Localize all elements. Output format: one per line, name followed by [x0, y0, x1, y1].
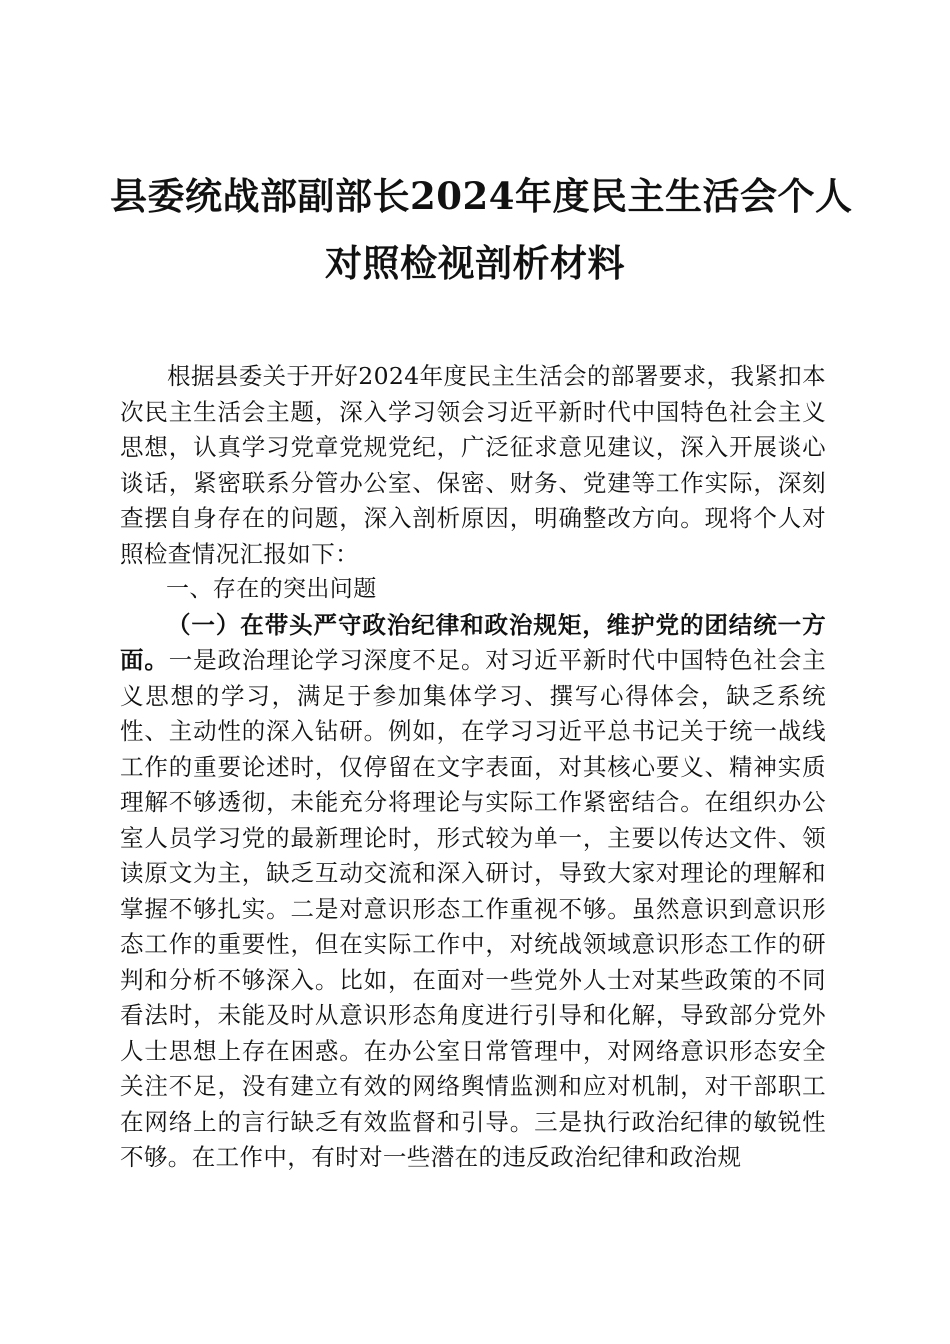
subsection-body-1: 一是政治理论学习深度不足。对习近平新时代中国特色社会主义思想的学习，满足于参加集体学习、撰写心得体会，缺乏系统性、主动性的深入钻研。例如，在学习习近平总书记关于统一战线工作的重要论述时，仅停留在文字表面，对其核心要义、精神实质理解不够透彻，未能充分将理论与实际工作紧密结合。在组织办公室人员学习党的最新理论时，形式较为单一，主要以传达文件、领读原文为主，缺乏互动交流和深入研讨，导致大家对理论的理解和掌握不够扎实。二是对意识形态工作重视不够。虽然意识到意识形态工作的重要性，但在实际工作中，对统战领域意识形态工作的研判和分析不够深入。比如，在面对一些党外人士对某些政策的不同看法时，未能及时从意识形态角度进行引导和化解，导致部分党外人士思想上存在困惑。在办公室日常管理中，对网络意识形态安全关注不足，没有建立有效的网络舆情监测和应对机制，对干部职工在网络上的言行缺乏有效监督和引导。三是执行政治纪律的敏锐性不够。在工作中，有时对一些潜在的违反政治纪律和政治规 — [120, 646, 826, 1171]
subsection-paragraph-1 — [120, 608, 826, 1176]
document-title-line-1: 县委统战部副部长2024年度民主生活会个人 — [110, 174, 853, 218]
section-heading-1: 一、存在的突出问题 — [166, 576, 377, 602]
intro-paragraph: 根据县委关于开好2024年度民主生活会的部署要求，我紧扣本次民主生活会主题，深入学习领会习近平新时代中国特色社会主义思想，认真学习党章党规党纪，广泛征求意见建议，深入开展谈心谈话，紧密联系分管办公室、保密、财务、党建等工作实际，深刻查摆自身存在的问题，深入剖析原因，明确整改方向。现将个人对照检查情况汇报如下： — [120, 362, 826, 568]
subsection-heading-1: （一）在带头严守政治纪律和政治规矩，维护党的团结统一方面。 — [120, 610, 826, 674]
document-title-line-2: 对照检视剖析材料 — [325, 241, 625, 285]
document-body — [120, 359, 826, 1176]
